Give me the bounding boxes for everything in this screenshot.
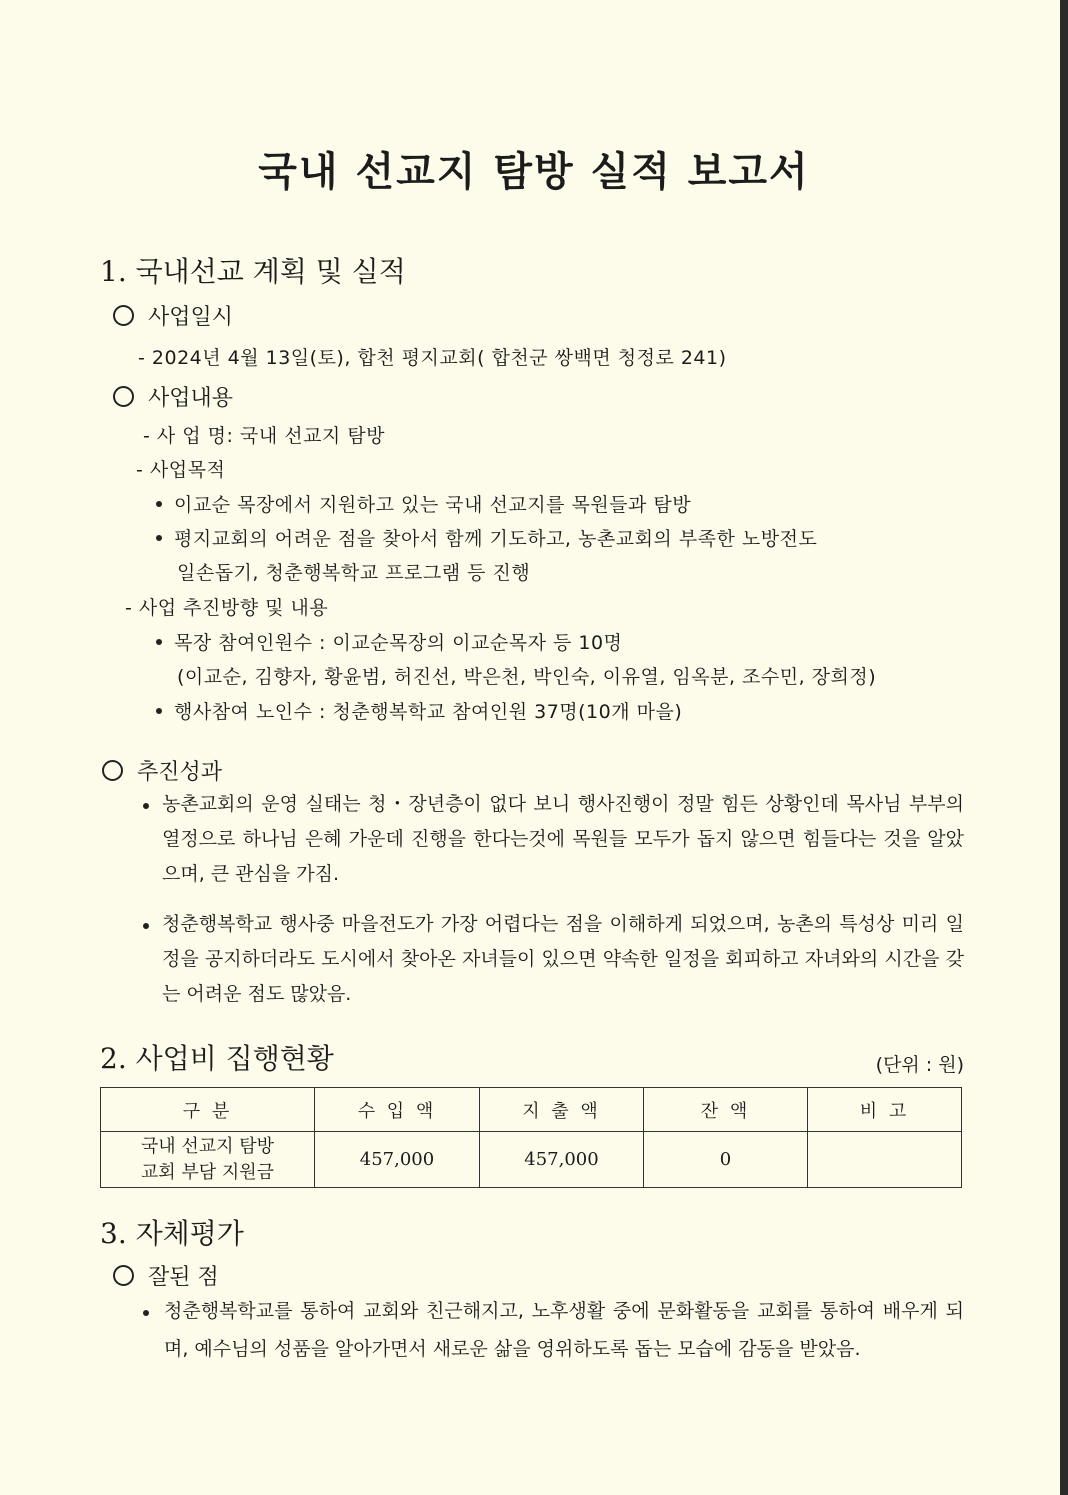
date-label: 사업일시 <box>148 305 234 330</box>
bullet-icon <box>156 501 162 507</box>
header-expense: 지 출 액 <box>480 1088 644 1132</box>
good-label: 잘된 점 <box>148 1265 219 1290</box>
circle-bullet-icon <box>113 305 134 326</box>
section3-heading: 3. 자체평가 <box>100 1217 244 1250</box>
purpose-item-2: 평지교회의 어려운 점을 찾아서 함께 기도하고, 농촌교회의 부족한 노방전도 <box>156 524 817 551</box>
date-label-row <box>113 300 233 331</box>
purpose-label: - 사업목적 <box>136 459 226 481</box>
balance-value: 0 <box>644 1132 808 1188</box>
section2-heading: 2. 사업비 집행현황 <box>100 1042 334 1075</box>
circle-bullet-icon <box>113 386 134 407</box>
direction-label: - 사업 추진방향 및 내용 <box>125 597 329 619</box>
header-note: 비 고 <box>808 1088 962 1132</box>
participants-item: 목장 참여인원수 : 이교순목장의 이교순목자 등 10명 <box>156 628 622 655</box>
bullet-icon <box>156 535 162 541</box>
budget-table <box>100 1087 962 1188</box>
participant-names: (이교순, 김향자, 황윤범, 허진선, 박은천, 박인숙, 이유열, 임옥분, 조수민, 장희정) <box>177 666 877 688</box>
project-name: - 사 업 명: 국내 선교지 탐방 <box>143 425 386 447</box>
bullet-icon <box>156 708 162 714</box>
result-item-1: 농촌교회의 운영 실태는 청・장년층이 없다 보니 행사진행이 정말 힘든 상황인데 목사님 부부의 열정으로 하나님 은혜 가운데 진행을 한다는것에 목원들 모두가 돕지 않으면 힘들다는 것을 알았으며, 큰 관심을 가짐. <box>162 793 964 885</box>
circle-bullet-icon <box>102 760 123 781</box>
elderly-item: 행사참여 노인수 : 청춘행복학교 참여인원 37명(10개 마을) <box>156 697 682 724</box>
header-category: 구 분 <box>101 1088 315 1132</box>
purpose-item-1: 이교순 목장에서 지원하고 있는 국내 선교지를 목원들과 탐방 <box>156 490 691 517</box>
bullet-icon <box>156 639 162 645</box>
unit-label: (단위 : 원) <box>875 1054 964 1076</box>
result-item-2: 청춘행복학교 행사중 마을전도가 가장 어렵다는 점을 이해하게 되었으며, 농촌의 특성상 미리 일정을 공지하더라도 도시에서 찾아온 자녀들이 있으면 약속한 일정을 회피하고 자녀와의 시간을 갖는 어려운 점도 많았음. <box>162 913 964 1005</box>
section1-heading: 1. 국내선교 계획 및 실적 <box>100 255 406 288</box>
bullet-icon <box>143 803 149 809</box>
header-income: 수 입 액 <box>315 1088 480 1132</box>
header-balance: 잔 액 <box>644 1088 808 1132</box>
table-row <box>101 1132 962 1188</box>
bullet-icon <box>143 923 149 929</box>
page-title: 국내 선교지 탐방 실적 보고서 <box>258 149 810 195</box>
results-label-row <box>102 755 222 786</box>
income-value: 457,000 <box>315 1132 480 1188</box>
results-label: 추진성과 <box>137 760 223 785</box>
expense-value: 457,000 <box>480 1132 644 1188</box>
content-label: 사업내용 <box>148 386 234 411</box>
page-edge <box>1060 0 1068 1495</box>
good-item-1: 청춘행복학교를 통하여 교회와 친근해지고, 노후생활 중에 문화활동을 교회를 통하여 배우게 되며, 예수님의 성품을 알아가면서 새로운 삶을 영위하도록 돕는 모습에 감동을 받았음. <box>164 1300 964 1360</box>
circle-bullet-icon <box>113 1265 134 1286</box>
purpose-item-2-cont: 일손돕기, 청춘행복학교 프로그램 등 진행 <box>177 562 531 584</box>
content-label-row <box>113 381 233 412</box>
good-label-row <box>113 1260 219 1291</box>
note-value <box>808 1132 962 1188</box>
bullet-icon <box>143 1310 149 1316</box>
table-header-row <box>101 1088 962 1132</box>
row-label: 국내 선교지 탐방 교회 부담 지원금 <box>101 1132 315 1188</box>
date-text: - 2024년 4월 13일(토), 합천 평지교회( 합천군 쌍백면 청정로 241) <box>138 347 727 369</box>
